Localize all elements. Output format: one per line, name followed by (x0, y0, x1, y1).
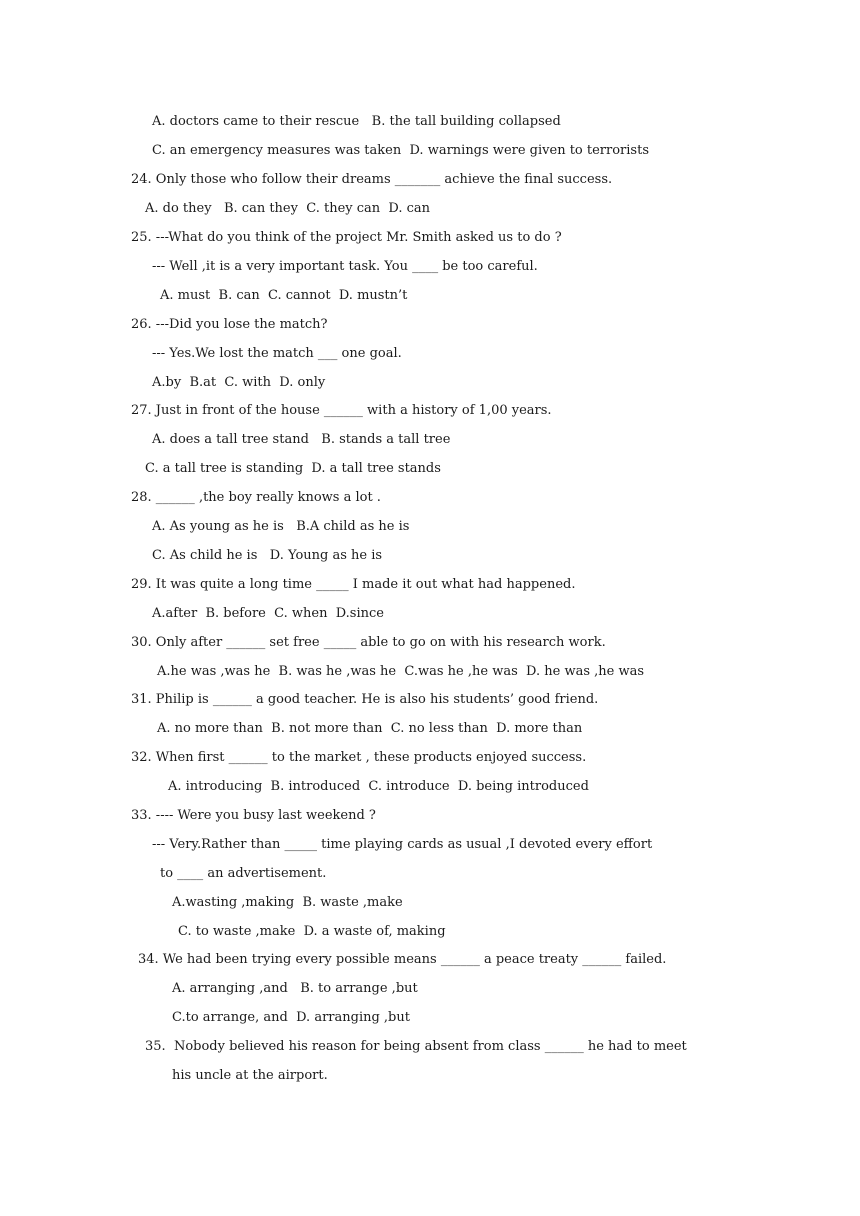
q25-stem: 25. ---What do you think of the project Mr. Smith asked us to do ? (131, 230, 562, 245)
q24-options: A. do they B. can they C. they can D. can (145, 201, 431, 216)
q27-stem: 27. Just in front of the house ______ with a history of 1,00 years. (131, 403, 552, 418)
q25-dialogue: --- Well ,it is a very important task. You ____ be too careful. (152, 259, 538, 274)
q34-options-ab: A. arranging ,and B. to arrange ,but (172, 981, 418, 996)
q25-options: A. must B. can C. cannot D. mustn’t (160, 288, 408, 303)
q31-options: A. no more than B. not more than C. no less than D. more than (157, 721, 583, 736)
q34-options-cd: C.to arrange, and D. arranging ,but (172, 1010, 410, 1025)
q33-options-ab: A.wasting ,making B. waste ,make (172, 895, 403, 910)
q26-options: A.by B.at C. with D. only (152, 375, 326, 390)
q34-stem: 34. We had been trying every possible means ______ a peace treaty ______ failed. (138, 952, 667, 967)
q30-options: A.he was ,was he B. was he ,was he C.was he ,he was D. he was ,he was (157, 664, 645, 679)
q31-stem: 31. Philip is ______ a good teacher. He is also his students’ good friend. (131, 692, 599, 707)
q26-stem: 26. ---Did you lose the match? (131, 317, 328, 332)
q29-stem: 29. It was quite a long time _____ I made it out what had happened. (131, 577, 576, 592)
q28-stem: 28. ______ ,the boy really knows a lot . (131, 490, 381, 505)
q27-options-cd: C. a tall tree is standing D. a tall tree stands (145, 461, 441, 476)
q32-stem: 32. When first ______ to the market , these products enjoyed success. (131, 750, 587, 765)
q24-stem: 24. Only those who follow their dreams _______ achieve the final success. (131, 172, 613, 187)
q30-stem: 30. Only after ______ set free _____ able to go on with his research work. (131, 635, 606, 650)
q32-options: A. introducing B. introduced C. introduce D. being introduced (168, 779, 589, 794)
q23-options-cd: C. an emergency measures was taken D. warnings were given to terrorists (152, 143, 649, 158)
q28-options-cd: C. As child he is D. Young as he is (152, 548, 383, 563)
q29-options: A.after B. before C. when D.since (152, 606, 384, 621)
q33-options-cd: C. to waste ,make D. a waste of, making (178, 924, 446, 939)
q35-stem-line2: his uncle at the airport. (172, 1068, 328, 1083)
q35-stem-line1: 35. Nobody believed his reason for being absent from class ______ he had to meet (145, 1039, 687, 1054)
q33-dialogue-line1: --- Very.Rather than _____ time playing cards as usual ,I devoted every effort (152, 837, 653, 852)
q33-stem: 33. ---- Were you busy last weekend ? (131, 808, 376, 823)
q28-options-ab: A. As young as he is B.A child as he is (152, 519, 410, 534)
q33-dialogue-line2: to ____ an advertisement. (160, 866, 327, 881)
q23-options-ab: A. doctors came to their rescue B. the tall building collapsed (152, 114, 561, 129)
q26-dialogue: --- Yes.We lost the match ___ one goal. (152, 346, 402, 361)
q27-options-ab: A. does a tall tree stand B. stands a tall tree (152, 432, 451, 447)
